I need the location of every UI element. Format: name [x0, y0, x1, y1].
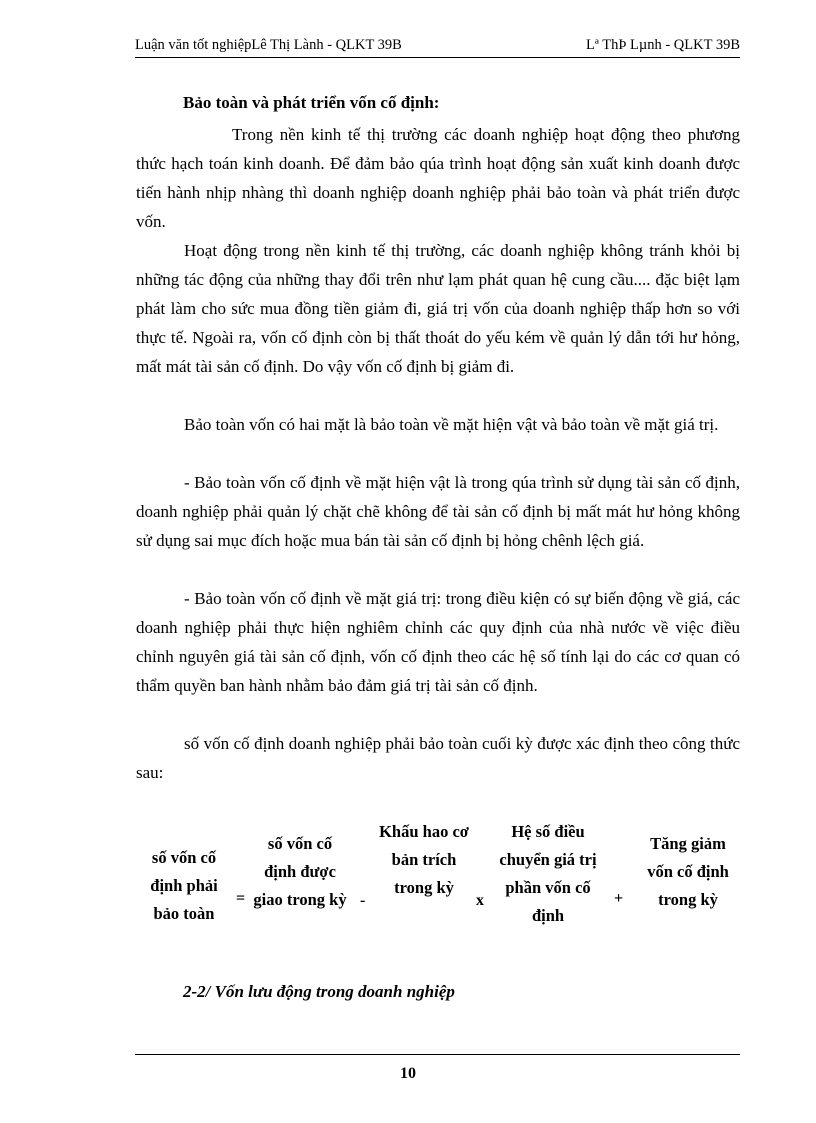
header-right-text: Lª ThÞ Lµnh - QLKT 39B: [586, 37, 740, 53]
section-heading: Bảo toàn và phát triển vốn cố định:: [183, 93, 440, 112]
plus-sign: +: [614, 890, 624, 907]
minus-sign: -: [360, 892, 366, 909]
header-left-text: Luận văn tốt nghiệpLê Thị Lành - QLKT 39B: [135, 37, 402, 53]
paragraph-6: số vốn cố định doanh nghiệp phải bảo toàn cuối kỳ được xác định theo công thức sau:: [136, 734, 740, 782]
paragraph-1: Trong nền kinh tế thị trường các doanh nghiệp hoạt động theo phương thức hạch toán kinh doanh. Để đảm bảo qúa trình hoạt động sản xuất kinh doanh được tiến hành nhịp nhàng thì doanh nghiệp doanh nghiệp phải bảo toàn và phát triển được vốn.: [136, 125, 740, 231]
formula-term-capital-to-preserve: số vốn cố định phải bảo toàn: [150, 848, 218, 923]
paragraph-5: - Bảo toàn vốn cố định về mặt giá trị: trong điều kiện có sự biến động về giá, các doanh nghiệp phải thực hiện nghiêm chỉnh các quy định của nhà nước về việc điều chỉnh nguyên giá tài sản cố định, vốn cố định theo các hệ số tính lại do các cơ quan có thẩm quyền ban hành nhằm bảo đảm giá trị tài sản cố định.: [136, 589, 740, 695]
paragraph-4: - Bảo toàn vốn cố định về mặt hiện vật là trong qúa trình sử dụng tài sản cố định, doanh nghiệp phải quản lý chặt chẽ không để tài sản cố định bị mất mát hư hỏng không sử dụng sai mục đích hoặc mua bán tài sản cố định bị hỏng chênh lệch giá.: [136, 473, 740, 550]
formula-term-depreciation: Khấu hao cơ bản trích trong kỳ: [379, 822, 469, 897]
formula-term-capital-change: Tăng giảm vốn cố định trong kỳ: [647, 834, 729, 909]
paragraph-2: Hoạt động trong nền kinh tế thị trường, các doanh nghiệp không tránh khỏi bị những tác động của những thay đổi trên như lạm phát quan hệ cung cầu.... đặc biệt lạm phát làm cho sức mua đồng tiền giảm đi, giá trị vốn của doanh nghiệp thấp hơn so với thực tế. Ngoài ra, vốn cố định còn bị thất thoát do yếu kém về quản lý dẫn tới hư hỏng, mất mát tài sản cố định. Do vậy vốn cố định bị giảm đi.: [136, 241, 740, 376]
formula-term-adjustment-factor: Hệ số điều chuyển giá trị phần vốn cố định: [499, 822, 597, 925]
formula-term-capital-assigned: số vốn cố định được giao trong kỳ: [253, 834, 347, 909]
page-header: [135, 37, 740, 58]
formula: [136, 818, 740, 958]
page-number: 10: [400, 1065, 416, 1082]
paragraph-3: Bảo toàn vốn có hai mặt là bảo toàn về mặt hiện vật và bảo toàn về mặt giá trị.: [184, 415, 719, 434]
subsection-heading: 2-2/ Vốn lưu động trong doanh nghiệp: [183, 982, 455, 1001]
equals-sign: =: [236, 890, 246, 907]
multiply-sign: x: [476, 892, 484, 909]
footer-rule: [135, 1054, 740, 1055]
